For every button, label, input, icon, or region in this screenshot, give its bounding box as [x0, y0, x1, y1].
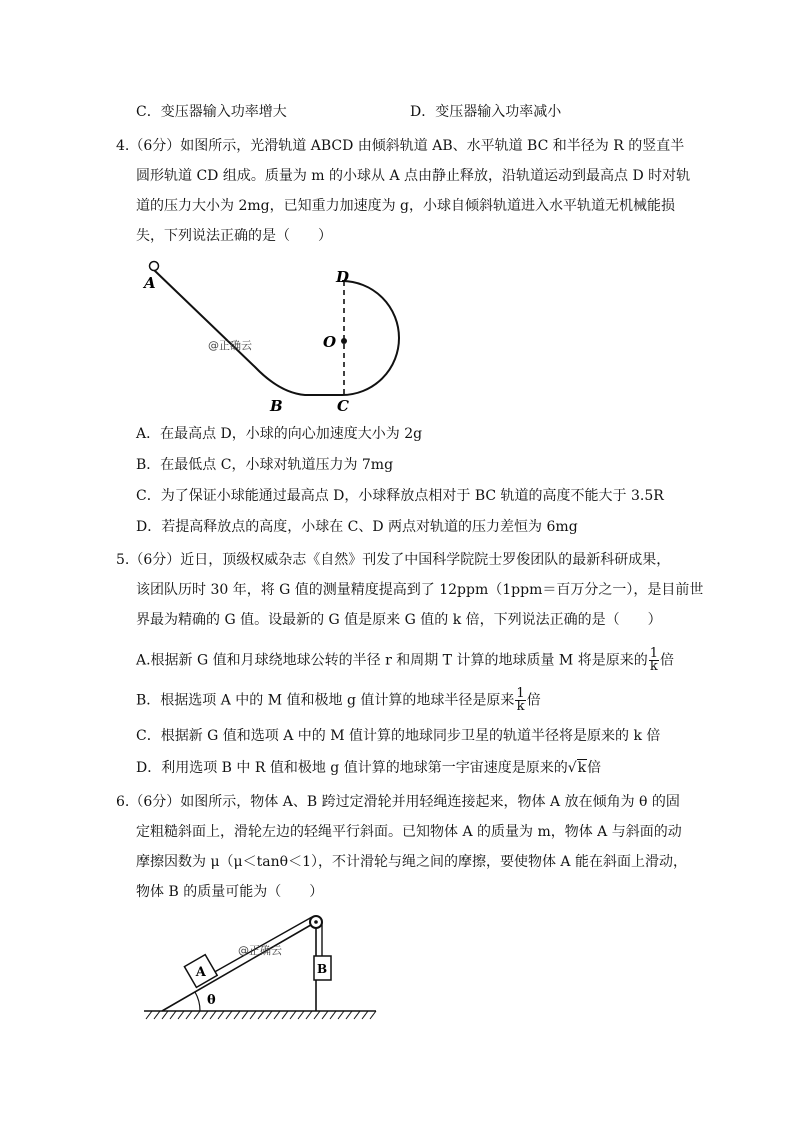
q4-option-a: A．在最高点 D，小球的向心加速度大小为 2g [136, 426, 423, 442]
label-c: C [337, 397, 349, 415]
q5-option-b-text: B．根据选项 A 中的 M 值和极地 g 值计算的地球半径是原来 [136, 692, 515, 709]
q4-option-d: D．若提高释放点的高度，小球在 C、D 两点对轨道的压力差恒为 6mg [136, 519, 578, 535]
label-a: A [144, 274, 156, 292]
q4-track-figure [130, 255, 420, 420]
fraction-one-over-k: $\frac{1}{k}$ [649, 646, 658, 674]
q5-option-b: B．根据选项 A 中的 M 值和极地 g 值计算的地球半径是原来 $\frac{1}{k}$ 倍 [136, 686, 541, 714]
q4-stem-line3: 道的压力大小为 2mg，已知重力加速度为 g，小球自倾斜轨道进入水平轨道无机械能损 [136, 198, 676, 214]
label-b: B [270, 397, 283, 415]
watermark: @正确云 [238, 944, 282, 957]
q5-option-c: C．根据新 G 值和选项 A 中的 M 值计算的地球同步卫星的轨道半径将是原来的 k 倍 [136, 728, 661, 744]
q3-option-d: D．变压器输入功率减小 [410, 104, 562, 120]
q4-stem-line2: 圆形轨道 CD 组成。质量为 m 的小球从 A 点由静止释放，沿轨道运动到最高点 D 时对轨 [136, 168, 691, 184]
q5-stem-line3: 界最为精确的 G 值。设最新的 G 值是原来 G 值的 k 倍，下列说法正确的是（ ） [136, 612, 662, 628]
q6-stem-line3: 摩擦因数为 μ（μ＜tanθ＜1），不计滑轮与绳之间的摩擦，要使物体 A 能在斜面上滑动， [136, 854, 687, 870]
q6-stem-line4: 物体 B 的质量可能为（ ） [136, 884, 324, 900]
angle-arc [195, 992, 200, 1011]
semicircle-track-cd [342, 281, 399, 395]
q4-stem-line4: 失，下列说法正确的是（ ） [136, 228, 332, 244]
incline-track-ab [154, 270, 342, 395]
q6-pulley-figure [140, 908, 380, 1026]
label-theta: θ [207, 993, 216, 1008]
label-b: B [317, 962, 328, 976]
watermark: @正确云 [208, 339, 252, 352]
ground-hatching [146, 1011, 376, 1019]
label-o: O [323, 333, 337, 351]
q5-option-d: D．利用选项 B 中 R 值和极地 g 值计算的地球第一宇宙速度是原来的√k倍 [136, 760, 602, 776]
q3-option-c: C．变压器输入功率增大 [136, 104, 287, 120]
q4-stem-line1: 4.（6分）如图所示，光滑轨道 ABCD 由倾斜轨道 AB、水平轨道 BC 和半径为 R 的竖直半 [116, 138, 685, 154]
q6-stem-line1: 6.（6分）如图所示，物体 A、B 跨过定滑轮并用轻绳连接起来，物体 A 放在倾角为 θ 的固 [116, 794, 680, 810]
q4-option-c: C．为了保证小球能通过最高点 D，小球释放点相对于 BC 轨道的高度不能大于 3.5R [136, 488, 664, 504]
ball [150, 262, 159, 271]
q5-option-a: A.根据新 G 值和月球绕地球公转的半径 r 和周期 T 计算的地球质量 M 将是原来的 $\frac{1}{k}$ 倍 [136, 646, 674, 674]
center-point-o [341, 338, 347, 344]
q5-stem-line2: 该团队历时 30 年，将 G 值的测量精度提高到了 12ppm（1ppm＝百万分之一），是目前世 [136, 582, 704, 598]
q6-stem-line2: 定粗糙斜面上，滑轮左边的轻绳平行斜面。已知物体 A 的质量为 m，物体 A 与斜面的动 [136, 824, 682, 840]
svg-text:A: A [195, 965, 206, 980]
square-root-k: √k [567, 760, 587, 776]
q5-option-d-text: D．利用选项 B 中 R 值和极地 g 值计算的地球第一宇宙速度是原来的 [136, 760, 568, 776]
q5-stem-line1: 5.（6分）近日，顶级权威杂志《自然》刊发了中国科学院院士罗俊团队的最新科研成果， [116, 552, 671, 568]
q4-option-b: B．在最低点 C，小球对轨道压力为 7mg [136, 457, 394, 473]
q5-option-a-text: A.根据新 G 值和月球绕地球公转的半径 r 和周期 T 计算的地球质量 M 将是原来的 [136, 652, 648, 669]
fraction-one-over-k: $\frac{1}{k}$ [516, 686, 525, 714]
label-d: D [336, 268, 350, 286]
